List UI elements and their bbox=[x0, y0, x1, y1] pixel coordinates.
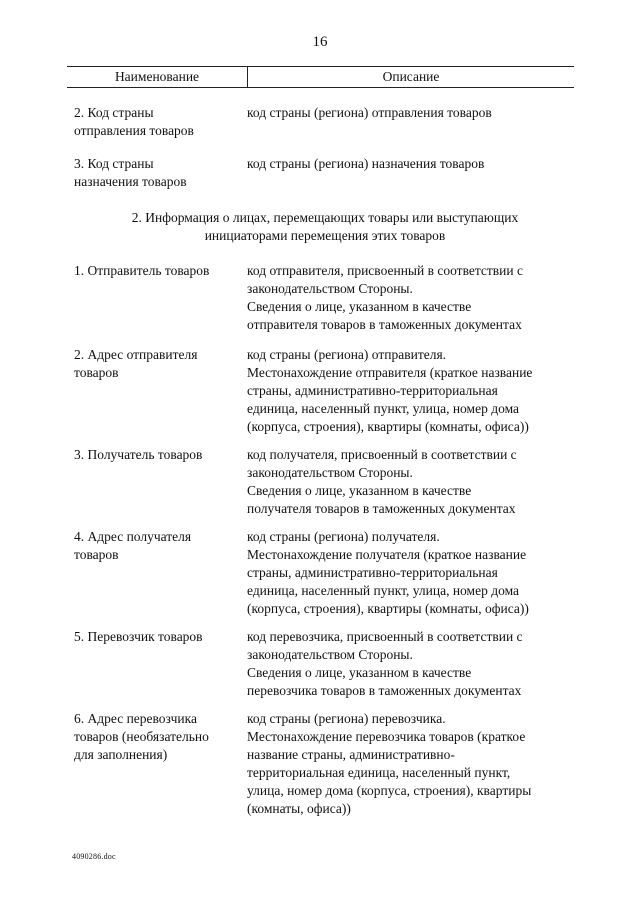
row-desc-line: название страны, административно- bbox=[247, 747, 455, 762]
row-name-line: 2. Адрес отправителя bbox=[74, 347, 198, 362]
row-name-line: 2. Код страны bbox=[74, 105, 154, 120]
row-description bbox=[247, 528, 577, 618]
row-desc-line: код страны (региона) получателя. bbox=[247, 529, 440, 544]
row-name bbox=[74, 104, 242, 140]
row-name-line: 3. Получатель товаров bbox=[74, 447, 203, 462]
row-desc-line: Сведения о лице, указанном в качестве bbox=[247, 483, 472, 498]
row-desc-line: законодательством Стороны. bbox=[247, 647, 413, 662]
row-desc-line: законодательством Стороны. bbox=[247, 281, 413, 296]
row-desc-line: код страны (региона) отправителя. bbox=[247, 347, 447, 362]
row-desc-line: Местонахождение перевозчика товаров (краткое bbox=[247, 729, 526, 744]
row-desc-line: (корпуса, строения), квартиры (комнаты, офиса)) bbox=[247, 601, 529, 616]
row-name bbox=[74, 628, 242, 646]
row-desc-line: страны, административно-территориальная bbox=[247, 565, 498, 580]
row-name bbox=[74, 710, 242, 764]
header-description-column: Описание bbox=[382, 69, 440, 84]
document-filename: 4090286.doc bbox=[72, 852, 116, 861]
row-name-line: 4. Адрес получателя bbox=[74, 529, 192, 544]
row-desc-line: законодательством Стороны. bbox=[247, 465, 413, 480]
header-name-column: Наименование bbox=[114, 69, 200, 84]
row-description bbox=[247, 155, 577, 173]
row-name-line: товаров bbox=[74, 365, 119, 380]
table-header bbox=[67, 66, 574, 88]
row-name bbox=[74, 528, 242, 564]
row-desc-line: код страны (региона) назначения товаров bbox=[247, 156, 485, 171]
row-desc-line: единица, населенный пункт, улица, номер дома bbox=[247, 583, 520, 598]
row-name-line: 5. Перевозчик товаров bbox=[74, 629, 203, 644]
section-heading-line: 2. Информация о лицах, перемещающих товары или выступающих bbox=[131, 210, 519, 225]
row-description bbox=[247, 446, 577, 518]
row-description bbox=[247, 262, 577, 334]
row-desc-line: территориальная единица, населенный пункт, bbox=[247, 765, 511, 780]
row-description bbox=[247, 710, 577, 818]
row-name-line: 3. Код страны bbox=[74, 156, 154, 171]
row-desc-line: код страны (региона) перевозчика. bbox=[247, 711, 446, 726]
row-description bbox=[247, 346, 577, 436]
row-desc-line: Местонахождение получателя (краткое название bbox=[247, 547, 527, 562]
section-heading-line: инициаторами перемещения этих товаров bbox=[204, 228, 446, 243]
row-desc-line: код получателя, присвоенный в соответствии с bbox=[247, 447, 517, 462]
row-desc-line: перевозчика товаров в таможенных документах bbox=[247, 683, 522, 698]
row-name-line: товаров (необязательно bbox=[74, 729, 209, 744]
row-desc-line: код перевозчика, присвоенный в соответствии с bbox=[247, 629, 523, 644]
row-desc-line: получателя товаров в таможенных документах bbox=[247, 501, 516, 516]
row-name-line: 1. Отправитель товаров bbox=[74, 263, 210, 278]
row-name-line: товаров bbox=[74, 547, 119, 562]
row-name bbox=[74, 346, 242, 382]
row-name-line: 6. Адрес перевозчика bbox=[74, 711, 197, 726]
row-description bbox=[247, 628, 577, 700]
row-name bbox=[74, 155, 242, 191]
row-name-line: для заполнения) bbox=[74, 747, 168, 762]
row-name bbox=[74, 262, 242, 280]
row-description bbox=[247, 104, 577, 122]
row-desc-line: Сведения о лице, указанном в качестве bbox=[247, 665, 472, 680]
row-desc-line: код отправителя, присвоенный в соответствии с bbox=[247, 263, 523, 278]
row-desc-line: отправителя товаров в таможенных документах bbox=[247, 317, 522, 332]
row-desc-line: (комнаты, офиса)) bbox=[247, 801, 351, 816]
section-heading bbox=[100, 209, 550, 245]
row-desc-line: Сведения о лице, указанном в качестве bbox=[247, 299, 472, 314]
row-name-line: назначения товаров bbox=[74, 174, 187, 189]
row-desc-line: код страны (региона) отправления товаров bbox=[247, 105, 492, 120]
row-desc-line: (корпуса, строения), квартиры (комнаты, офиса)) bbox=[247, 419, 529, 434]
row-desc-line: страны, административно-территориальная bbox=[247, 383, 498, 398]
row-name-line: отправления товаров bbox=[74, 123, 194, 138]
page-number: 16 bbox=[312, 34, 328, 50]
row-desc-line: Местонахождение отправителя (краткое название bbox=[247, 365, 533, 380]
row-desc-line: улица, номер дома (корпуса, строения), квартиры bbox=[247, 783, 532, 798]
row-desc-line: единица, населенный пункт, улица, номер дома bbox=[247, 401, 520, 416]
row-name bbox=[74, 446, 242, 464]
